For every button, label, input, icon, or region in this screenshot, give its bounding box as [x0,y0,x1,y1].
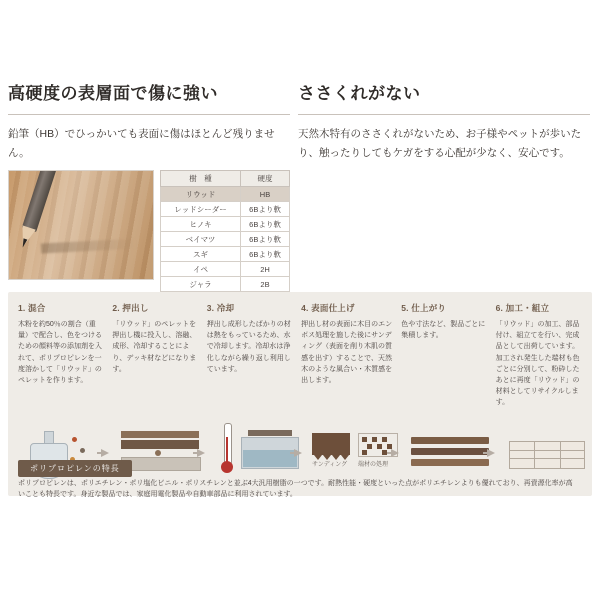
step-title: 5. 仕上がり [401,303,447,313]
process-step-6 [496,302,582,409]
cell-species: ジャラ [161,277,241,292]
table-header-row [161,171,290,187]
table-row [161,232,290,247]
cell-hardness: HB [241,187,290,202]
arrow-icon [485,417,501,485]
scratch-mark [41,239,137,254]
right-divider [298,114,590,115]
diagram-assembly [501,417,582,485]
th-hardness: 硬度 [241,171,290,187]
cell-hardness: 6Bより軟 [241,202,290,217]
step-text: 押出し成形したばかりの材は熱をもっているため、水で冷却します。冷却水は浄化しながら繰り返し利用しています。 [206,321,291,373]
diagram-finished-boards [405,417,486,485]
left-headline: 高硬度の表層面で傷に強い [8,84,218,103]
table-row [161,277,290,292]
table-row [161,217,290,232]
pencil-scratch-photo [8,170,154,280]
cell-species: ベイマツ [161,232,241,247]
cell-species: リウッド [161,187,241,202]
process-steps [18,302,582,409]
process-step-4 [301,302,393,409]
left-divider [8,114,290,115]
left-body [8,170,290,304]
step-text: 色や寸法など、製品ごとに集積します。 [401,321,486,340]
diagram-surface-finish [308,417,389,485]
process-band [8,292,592,499]
step-title: 4. 表面仕上げ [301,303,355,313]
cell-species: スギ [161,247,241,262]
process-step-3 [207,302,293,409]
sanding-block-icon [312,433,350,455]
process-step-1 [18,302,104,409]
thermometer-icon [221,423,233,475]
caption-surface: 端材の処理 [358,461,389,468]
process-step-5 [401,302,487,409]
step-text: 木粉を約50％の割合（重量）で配合し、色をつけるための顔料等の添加剤を入れて、ポリプロピレンを一度溶かして「リウッド」のペレットを作ります。 [18,321,102,384]
hardness-table-wrap [160,170,290,304]
right-lead-text: 天然木特有のささくれがないため、お子様やペットが歩いたり、触ったりしてもケガをする心配が少なく、安心です。 [298,128,582,159]
step-title: 2. 押出し [112,303,149,313]
th-species: 樹 種 [161,171,241,187]
right-column [290,84,590,274]
table-row [161,262,290,277]
polypropylene-description: ポリプロピレンは、ポリエチレン・ポリ塩化ビニル・ポリスチレンと並ぶ4大汎用樹脂の一つです。耐熱性能・硬度といった点がポリエチレンよりも優れており、再資源化率が高いことも特長です。身近な製品では、家庭用電化製品や自動車部品に利用されています。 [18,480,573,499]
hardness-table [160,170,290,292]
step-text: 押出し材の表面に木目のエンボス処理を施した後にサンディング（表面を削り木肌の質感を出す）することで、天然木のような風合い・木質感を出します。 [301,321,393,384]
left-column [0,84,290,289]
cell-hardness: 6Bより軟 [241,247,290,262]
arrow-icon [389,417,405,485]
cell-hardness: 2H [241,262,290,277]
right-headline: ささくれがない [298,84,421,103]
cell-species: レッドシーダー [161,202,241,217]
cell-species: ヒノキ [161,217,241,232]
step-text: 「リウッド」の加工、部品付け、組立てを行い、完成品として出荷しています。加工され発生した端材も色ごとに分別して、粉砕したあとに再度「リウッド」の材料としてリサイクルします。 [495,321,580,407]
cell-species: イペ [161,262,241,277]
hardness-table-body [161,187,290,292]
table-row [161,202,290,217]
step-title: 1. 混合 [18,303,46,313]
cell-hardness: 6Bより軟 [241,232,290,247]
caption-sanding: サンディング [312,461,348,468]
polypropylene-tag: ポリプロピレンの特長 [18,460,132,477]
table-row [161,187,290,202]
table-row [161,247,290,262]
step-title: 3. 冷却 [206,303,235,313]
diagram-cooling [211,417,292,485]
arrow-icon [292,417,308,485]
left-lead-text: 鉛筆（HB）でひっかいても表面に傷はほとんど残りません。 [8,128,275,159]
cell-hardness: 6Bより軟 [241,217,290,232]
top-section [0,84,600,289]
step-text: 「リウッド」のペレットを押出し機に投入し、溶融、成形、冷却することにより、デッキ材などになります。 [112,321,197,373]
stacked-product-icon [509,441,585,469]
step-title: 6. 加工・組立 [495,303,550,313]
process-step-2 [112,302,198,409]
cell-hardness: 2B [241,277,290,292]
arrow-icon [195,417,211,485]
